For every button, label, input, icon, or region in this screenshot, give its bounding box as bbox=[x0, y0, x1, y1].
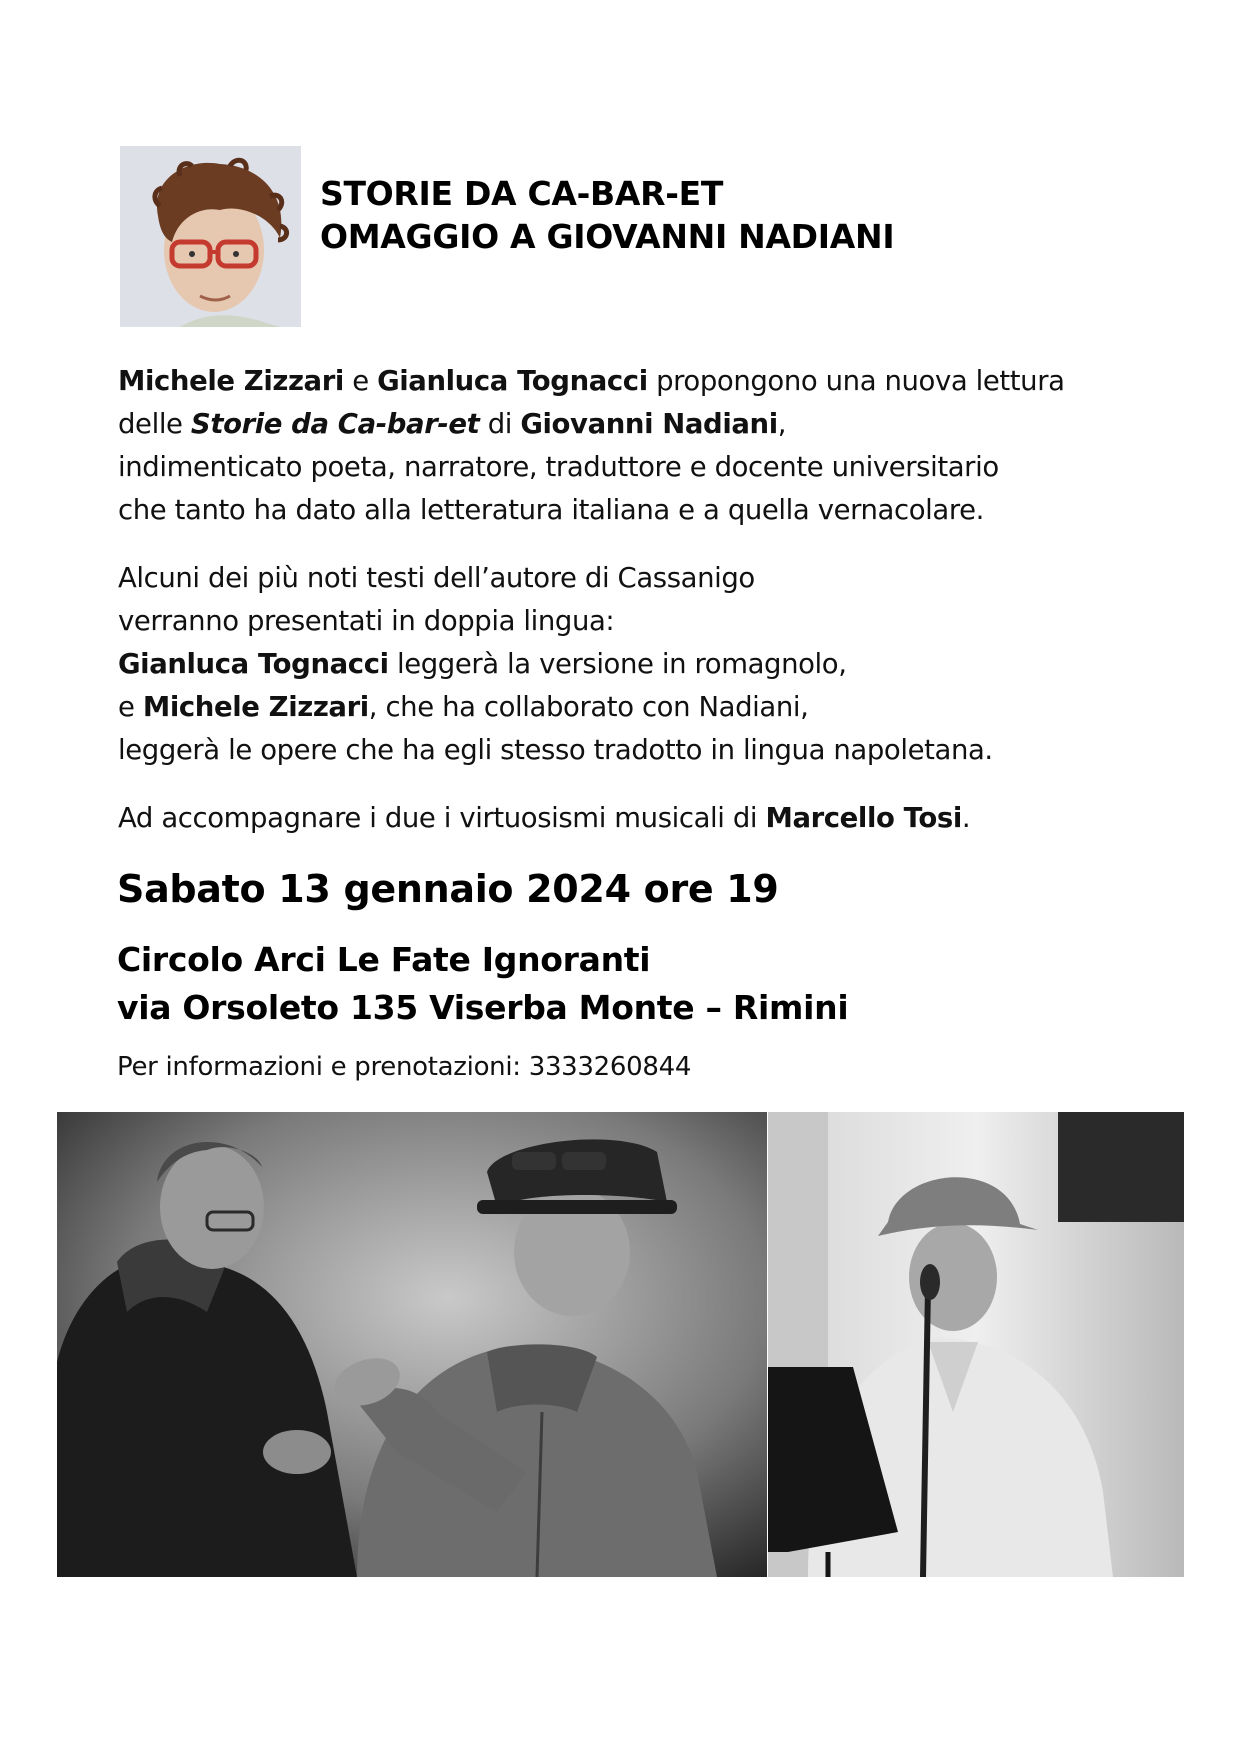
details-line-1: Alcuni dei più noti testi dell’autore di Cassanigo bbox=[118, 562, 755, 594]
two-men-talking-photo-icon bbox=[57, 1112, 767, 1577]
name-zizzari: Michele Zizzari bbox=[142, 691, 369, 723]
venue-address: via Orsoleto 135 Viserba Monte – Rimini bbox=[117, 988, 849, 1027]
music-paragraph bbox=[118, 797, 970, 840]
intro-line-1 bbox=[118, 360, 1065, 403]
details-paragraph bbox=[118, 557, 993, 772]
name-nadiani: Giovanni Nadiani bbox=[520, 408, 778, 440]
details-line-4 bbox=[118, 686, 993, 729]
event-date: Sabato 13 gennaio 2024 ore 19 bbox=[117, 867, 779, 911]
text-fragment: . bbox=[961, 802, 971, 834]
musician-microphone-photo-icon bbox=[768, 1112, 1184, 1577]
photo-musician bbox=[768, 1112, 1184, 1577]
text-fragment: , che ha collaborato con Nadiani, bbox=[368, 691, 809, 723]
contact-info: Per informazioni e prenotazioni: 3333260844 bbox=[117, 1052, 692, 1082]
event-venue bbox=[117, 936, 848, 1032]
details-line-3 bbox=[118, 643, 993, 686]
text-fragment: delle bbox=[118, 408, 191, 440]
text-fragment: e bbox=[343, 365, 378, 397]
name-zizzari: Michele Zizzari bbox=[118, 365, 344, 397]
photo-readers bbox=[57, 1112, 767, 1577]
work-title: Storie da Ca-bar-et bbox=[190, 408, 480, 440]
details-line-2: verranno presentati in doppia lingua: bbox=[118, 605, 615, 637]
name-tosi: Marcello Tosi bbox=[765, 802, 962, 834]
intro-line-3: indimenticato poeta, narratore, traduttore e docente universitario bbox=[118, 451, 999, 483]
name-tognacci: Gianluca Tognacci bbox=[118, 648, 389, 680]
intro-line-4: che tanto ha dato alla letteratura italiana e a quella vernacolare. bbox=[118, 494, 984, 526]
name-tognacci: Gianluca Tognacci bbox=[377, 365, 648, 397]
text-fragment: Ad accompagnare i due i virtuosismi musicali di bbox=[118, 802, 766, 834]
title-line-1: STORIE DA CA-BAR-ET bbox=[320, 174, 724, 213]
page-title bbox=[320, 172, 894, 258]
intro-line-2 bbox=[118, 403, 1065, 446]
text-fragment: propongono una nuova lettura bbox=[647, 365, 1065, 397]
venue-name: Circolo Arci Le Fate Ignoranti bbox=[117, 940, 651, 979]
music-line bbox=[118, 797, 970, 840]
details-line-5: leggerà le opere che ha egli stesso tradotto in lingua napoletana. bbox=[118, 734, 993, 766]
caricature-portrait-icon bbox=[120, 146, 301, 327]
text-fragment: di bbox=[479, 408, 521, 440]
intro-paragraph bbox=[118, 360, 1065, 532]
text-fragment: e bbox=[118, 691, 143, 723]
title-line-2: OMAGGIO A GIOVANNI NADIANI bbox=[320, 217, 895, 256]
text-fragment: leggerà la versione in romagnolo, bbox=[388, 648, 847, 680]
text-fragment: , bbox=[777, 408, 787, 440]
portrait-illustration bbox=[120, 146, 301, 327]
